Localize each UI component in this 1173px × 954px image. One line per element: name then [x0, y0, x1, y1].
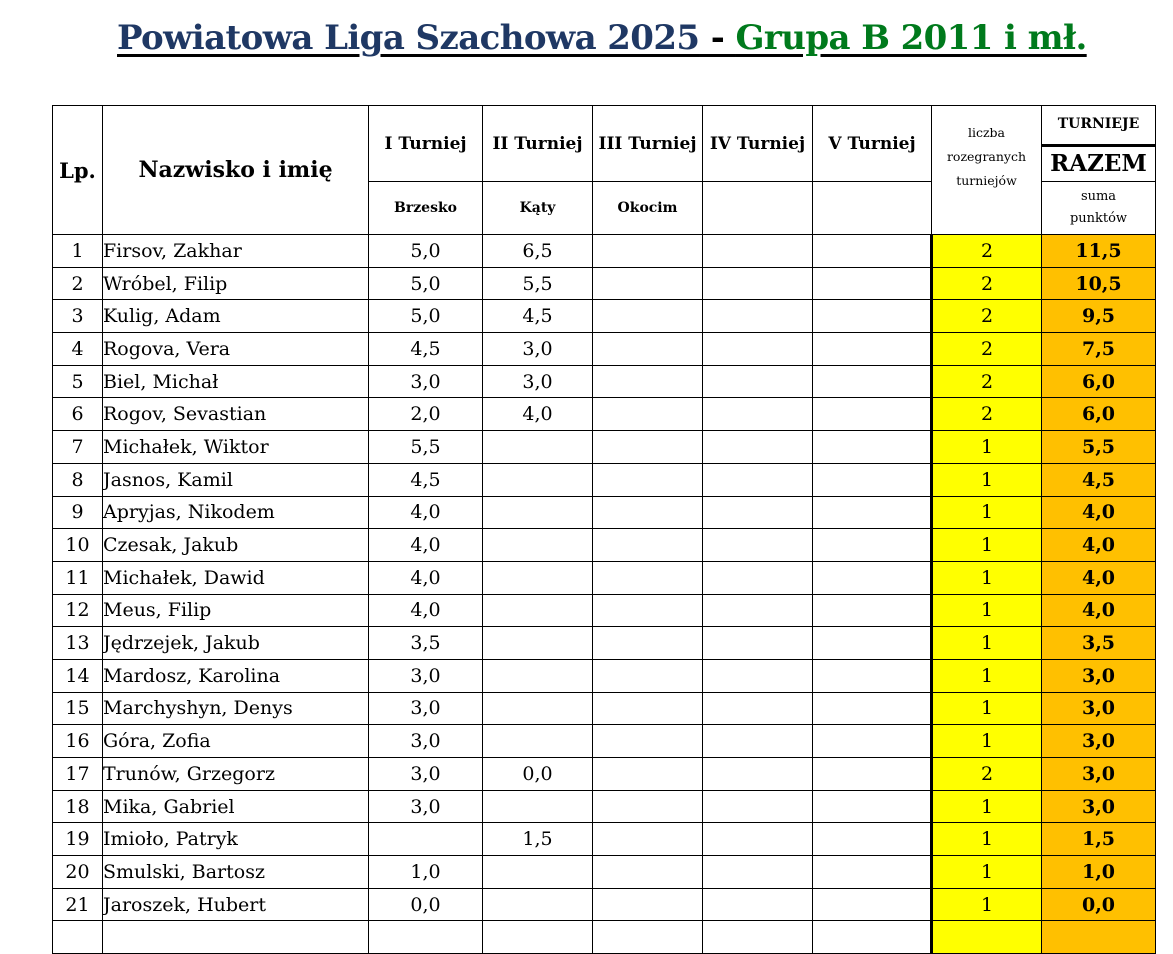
row-lp: 21 — [53, 888, 103, 921]
row-tournament-5-score — [813, 758, 932, 791]
row-tournament-1-score: 0,0 — [369, 888, 483, 921]
row-tournament-2-score: 6,5 — [483, 235, 593, 268]
row-tournament-5-score — [813, 463, 932, 496]
row-tournament-2-score: 0,0 — [483, 758, 593, 791]
row-lp: 3 — [53, 300, 103, 333]
row-tournament-5-score — [813, 888, 932, 921]
row-player-name: Michałek, Dawid — [103, 561, 369, 594]
row-tournament-3-score — [593, 235, 703, 268]
row-lp: 2 — [53, 267, 103, 300]
row-tournament-4-score — [703, 398, 813, 431]
row-tournament-5-score — [813, 267, 932, 300]
row-tournament-4-score — [703, 594, 813, 627]
row-tournament-count: 1 — [932, 561, 1042, 594]
row-tournament-3-score — [593, 431, 703, 464]
row-tournament-count: 2 — [932, 398, 1042, 431]
row-tournament-2-score — [483, 659, 593, 692]
page-title — [117, 12, 1087, 64]
row-tournament-2-score: 1,5 — [483, 823, 593, 856]
row-player-name: Rogov, Sevastian — [103, 398, 369, 431]
header-tournament-1: I Turniej — [369, 106, 483, 182]
row-tournament-1-score: 5,0 — [369, 267, 483, 300]
row-player-name: Imioło, Patryk — [103, 823, 369, 856]
row-lp: 17 — [53, 758, 103, 791]
row-tournament-2-score — [483, 692, 593, 725]
table-row — [53, 529, 1156, 562]
row-tournament-5-score — [813, 659, 932, 692]
row-tournament-1-score: 5,5 — [369, 431, 483, 464]
table-row — [53, 627, 1156, 660]
row-tournament-count: 1 — [932, 496, 1042, 529]
row-tournament-3-score — [593, 496, 703, 529]
row-tournament-3-score — [593, 823, 703, 856]
row-total-points: 9,5 — [1042, 300, 1156, 333]
row-tournament-3-score — [593, 594, 703, 627]
row-player-name: Jędrzejek, Jakub — [103, 627, 369, 660]
row-tournament-3-score — [593, 561, 703, 594]
row-tournament-5-score — [813, 365, 932, 398]
row-tournament-5-score — [813, 398, 932, 431]
row-total-points: 3,0 — [1042, 790, 1156, 823]
row-tournament-count: 1 — [932, 725, 1042, 758]
row-tournament-5-score — [813, 856, 932, 889]
header-tournament-3: III Turniej — [593, 106, 703, 182]
header-tournament-4: IV Turniej — [703, 106, 813, 182]
row-tournament-1-score: 3,0 — [369, 692, 483, 725]
row-total-points: 10,5 — [1042, 267, 1156, 300]
table-row — [53, 594, 1156, 627]
row-tournament-5-score — [813, 431, 932, 464]
row-tournament-count: 1 — [932, 431, 1042, 464]
row-tournament-4-score — [703, 235, 813, 268]
row-tournament-5-score — [813, 790, 932, 823]
row-tournament-5-score — [813, 333, 932, 366]
row-tournament-2-score — [483, 561, 593, 594]
row-total-points: 3,0 — [1042, 659, 1156, 692]
row-tournament-count: 1 — [932, 692, 1042, 725]
row-tournament-1-score: 5,0 — [369, 235, 483, 268]
row-tournament-5-score — [813, 561, 932, 594]
header-location-2: Kąty — [483, 182, 593, 235]
row-tournament-count: 1 — [932, 463, 1042, 496]
header-tournament-5: V Turniej — [813, 106, 932, 182]
row-tournament-count: 2 — [932, 758, 1042, 791]
row-tournament-1-score: 4,0 — [369, 529, 483, 562]
table-row — [53, 365, 1156, 398]
table-row — [53, 823, 1156, 856]
table-row — [53, 267, 1156, 300]
row-total-points: 5,5 — [1042, 431, 1156, 464]
row-total-points: 6,0 — [1042, 365, 1156, 398]
row-tournament-5-score — [813, 235, 932, 268]
row-tournament-1-score: 2,0 — [369, 398, 483, 431]
row-lp: 5 — [53, 365, 103, 398]
table-row — [53, 300, 1156, 333]
row-tournament-1-score: 3,0 — [369, 758, 483, 791]
row-tournament-count: 2 — [932, 333, 1042, 366]
row-total-points: 3,0 — [1042, 692, 1156, 725]
row-player-name: Trunów, Grzegorz — [103, 758, 369, 791]
header-turnieje: TURNIEJE — [1057, 116, 1140, 132]
table-row — [53, 888, 1156, 921]
row-tournament-count: 2 — [932, 365, 1042, 398]
row-player-name: Firsov, Zakhar — [103, 235, 369, 268]
row-player-name: Apryjas, Nikodem — [103, 496, 369, 529]
row-lp: 12 — [53, 594, 103, 627]
header-count-line1: liczba — [967, 125, 1006, 140]
row-tournament-2-score — [483, 463, 593, 496]
table-row — [53, 333, 1156, 366]
row-tournament-2-score — [483, 856, 593, 889]
row-tournament-count: 1 — [932, 594, 1042, 627]
row-tournament-5-score — [813, 823, 932, 856]
row-player-name: Smulski, Bartosz — [103, 856, 369, 889]
row-tournament-count: 2 — [932, 235, 1042, 268]
row-total-points: 3,0 — [1042, 758, 1156, 791]
row-lp: 13 — [53, 627, 103, 660]
row-tournament-3-score — [593, 627, 703, 660]
row-tournament-4-score — [703, 856, 813, 889]
row-tournament-4-score — [703, 365, 813, 398]
row-tournament-4-score — [703, 758, 813, 791]
row-tournament-2-score: 3,0 — [483, 333, 593, 366]
row-total-points: 1,5 — [1042, 823, 1156, 856]
table-row — [53, 561, 1156, 594]
row-tournament-5-score — [813, 725, 932, 758]
table-row — [53, 496, 1156, 529]
row-player-name: Mika, Gabriel — [103, 790, 369, 823]
row-player-name: Jasnos, Kamil — [103, 463, 369, 496]
row-tournament-3-score — [593, 529, 703, 562]
row-tournament-4-score — [703, 463, 813, 496]
row-tournament-1-score: 5,0 — [369, 300, 483, 333]
row-tournament-4-score — [703, 300, 813, 333]
row-tournament-3-score — [593, 267, 703, 300]
row-tournament-3-score — [593, 659, 703, 692]
row-tournament-4-score — [703, 496, 813, 529]
row-lp: 19 — [53, 823, 103, 856]
row-tournament-3-score — [593, 333, 703, 366]
row-tournament-2-score — [483, 529, 593, 562]
row-tournament-4-score — [703, 725, 813, 758]
row-total-points: 6,0 — [1042, 398, 1156, 431]
row-tournament-1-score: 3,0 — [369, 659, 483, 692]
row-total-points: 0,0 — [1042, 888, 1156, 921]
row-tournament-3-score — [593, 300, 703, 333]
row-lp: 8 — [53, 463, 103, 496]
header-name: Nazwisko i imię — [103, 106, 369, 235]
row-tournament-4-score — [703, 790, 813, 823]
row-total-points: 3,5 — [1042, 627, 1156, 660]
row-tournament-5-score — [813, 627, 932, 660]
row-tournament-5-score — [813, 692, 932, 725]
table-row — [53, 692, 1156, 725]
row-lp: 15 — [53, 692, 103, 725]
table-row — [53, 463, 1156, 496]
row-player-name: Biel, Michał — [103, 365, 369, 398]
row-tournament-5-score — [813, 300, 932, 333]
row-tournament-4-score — [703, 561, 813, 594]
row-lp: 7 — [53, 431, 103, 464]
row-lp: 6 — [53, 398, 103, 431]
title-league: Powiatowa Liga Szachowa 2025 — [117, 18, 700, 58]
row-tournament-count: 1 — [932, 627, 1042, 660]
row-tournament-3-score — [593, 365, 703, 398]
row-player-name: Marchyshyn, Denys — [103, 692, 369, 725]
row-player-name: Czesak, Jakub — [103, 529, 369, 562]
row-tournament-4-score — [703, 888, 813, 921]
header-totals — [1042, 106, 1156, 182]
row-player-name: Kulig, Adam — [103, 300, 369, 333]
row-tournament-2-score: 3,0 — [483, 365, 593, 398]
standings-table — [52, 105, 1156, 954]
row-player-name: Mardosz, Karolina — [103, 659, 369, 692]
row-tournament-4-score — [703, 659, 813, 692]
header-count-line2: rozegranych — [946, 149, 1027, 164]
row-player-name: Michałek, Wiktor — [103, 431, 369, 464]
row-tournament-4-score — [703, 823, 813, 856]
row-total-points: 4,0 — [1042, 496, 1156, 529]
header-points-sum — [1042, 182, 1156, 235]
title-separator: - — [699, 18, 736, 58]
row-tournament-3-score — [593, 398, 703, 431]
row-tournament-4-score — [703, 627, 813, 660]
row-tournament-count: 1 — [932, 823, 1042, 856]
row-player-name: Meus, Filip — [103, 594, 369, 627]
row-tournament-3-score — [593, 888, 703, 921]
row-tournament-3-score — [593, 692, 703, 725]
row-tournament-2-score — [483, 431, 593, 464]
row-tournament-1-score: 3,5 — [369, 627, 483, 660]
row-tournament-2-score — [483, 888, 593, 921]
row-lp: 18 — [53, 790, 103, 823]
row-lp: 11 — [53, 561, 103, 594]
row-tournament-4-score — [703, 267, 813, 300]
row-lp: 4 — [53, 333, 103, 366]
row-tournament-1-score: 1,0 — [369, 856, 483, 889]
row-total-points: 11,5 — [1042, 235, 1156, 268]
row-tournament-count: 2 — [932, 300, 1042, 333]
row-tournament-3-score — [593, 725, 703, 758]
row-tournament-count: 1 — [932, 856, 1042, 889]
row-tournament-4-score — [703, 529, 813, 562]
row-tournament-1-score: 4,5 — [369, 463, 483, 496]
title-group: Grupa B 2011 i mł. — [735, 18, 1087, 58]
row-tournament-1-score: 3,0 — [369, 790, 483, 823]
row-tournament-2-score: 4,0 — [483, 398, 593, 431]
row-player-name: Jaroszek, Hubert — [103, 888, 369, 921]
row-tournament-1-score: 4,0 — [369, 594, 483, 627]
header-location-4 — [703, 182, 813, 235]
row-tournament-5-score — [813, 529, 932, 562]
table-row — [53, 725, 1156, 758]
row-tournament-1-score — [369, 823, 483, 856]
header-location-1: Brzesko — [369, 182, 483, 235]
row-tournament-2-score — [483, 725, 593, 758]
row-tournament-4-score — [703, 692, 813, 725]
table-row — [53, 856, 1156, 889]
row-total-points: 3,0 — [1042, 725, 1156, 758]
row-tournament-count: 1 — [932, 659, 1042, 692]
row-total-points: 4,0 — [1042, 529, 1156, 562]
row-tournament-3-score — [593, 463, 703, 496]
row-tournament-1-score: 3,0 — [369, 725, 483, 758]
row-total-points: 7,5 — [1042, 333, 1156, 366]
header-lp: Lp. — [53, 106, 103, 235]
header-suma-line1: suma — [1080, 189, 1117, 204]
row-lp: 10 — [53, 529, 103, 562]
table-row — [53, 758, 1156, 791]
row-tournament-3-score — [593, 758, 703, 791]
row-total-points: 4,0 — [1042, 561, 1156, 594]
table-row — [53, 790, 1156, 823]
row-lp: 20 — [53, 856, 103, 889]
row-tournament-3-score — [593, 856, 703, 889]
row-tournament-1-score: 4,0 — [369, 496, 483, 529]
row-tournament-count: 1 — [932, 888, 1042, 921]
row-player-name: Rogova, Vera — [103, 333, 369, 366]
table-row — [53, 431, 1156, 464]
row-total-points: 1,0 — [1042, 856, 1156, 889]
row-lp: 16 — [53, 725, 103, 758]
row-tournament-4-score — [703, 431, 813, 464]
row-tournament-5-score — [813, 496, 932, 529]
standings-body — [53, 235, 1156, 954]
row-tournament-5-score — [813, 594, 932, 627]
header-tournament-2: II Turniej — [483, 106, 593, 182]
row-tournament-2-score — [483, 790, 593, 823]
row-tournament-1-score: 3,0 — [369, 365, 483, 398]
table-row — [53, 659, 1156, 692]
row-lp: 1 — [53, 235, 103, 268]
header-location-3: Okocim — [593, 182, 703, 235]
row-total-points: 4,0 — [1042, 594, 1156, 627]
row-tournament-3-score — [593, 790, 703, 823]
row-tournament-2-score — [483, 627, 593, 660]
row-lp: 14 — [53, 659, 103, 692]
row-tournament-count: 1 — [932, 529, 1042, 562]
row-tournament-2-score — [483, 496, 593, 529]
header-razem: RAZEM — [1042, 144, 1155, 181]
header-suma-line2: punktów — [1069, 211, 1128, 226]
row-total-points: 4,5 — [1042, 463, 1156, 496]
row-tournament-count: 1 — [932, 790, 1042, 823]
header-tournament-count — [932, 106, 1042, 235]
row-tournament-2-score — [483, 594, 593, 627]
row-tournament-1-score: 4,0 — [369, 561, 483, 594]
row-tournament-1-score: 4,5 — [369, 333, 483, 366]
table-row — [53, 235, 1156, 268]
row-player-name: Góra, Zofia — [103, 725, 369, 758]
row-lp: 9 — [53, 496, 103, 529]
row-tournament-count: 2 — [932, 267, 1042, 300]
row-tournament-2-score: 5,5 — [483, 267, 593, 300]
table-row — [53, 398, 1156, 431]
row-tournament-2-score: 4,5 — [483, 300, 593, 333]
header-location-5 — [813, 182, 932, 235]
row-player-name: Wróbel, Filip — [103, 267, 369, 300]
row-tournament-4-score — [703, 333, 813, 366]
header-count-line3: turniejów — [956, 173, 1017, 188]
